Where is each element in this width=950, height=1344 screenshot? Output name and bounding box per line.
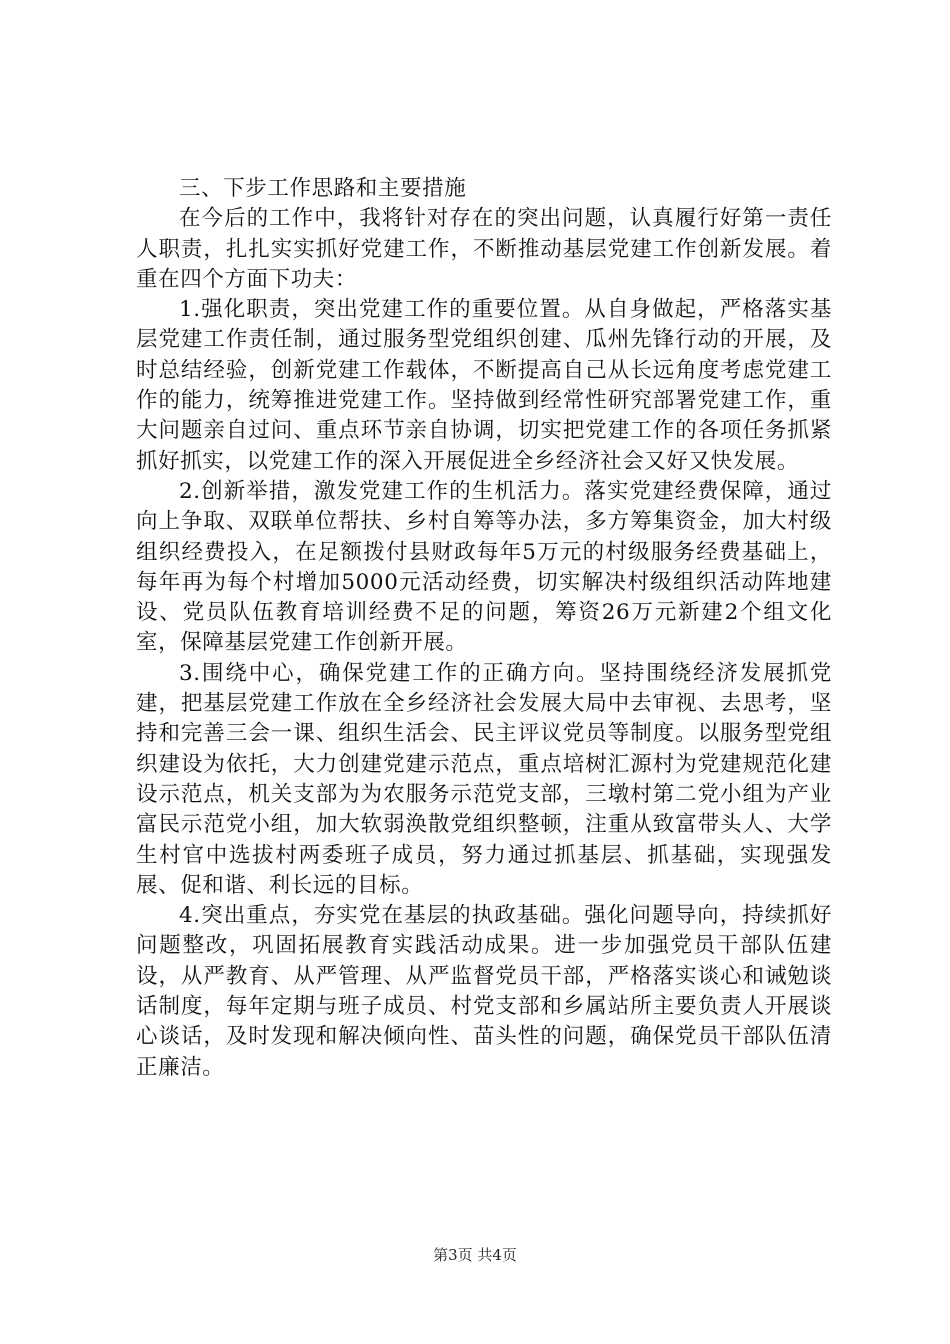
document-body (136, 174, 832, 1083)
intro-paragraph: 在今后的工作中，我将针对存在的突出问题，认真履行好第一责任人职责，扎扎实实抓好党建工作，不断推动基层党建工作创新发展。着重在四个方面下功夫： (136, 206, 832, 292)
section-heading: 三、下步工作思路和主要措施 (179, 176, 467, 201)
page-number-footer: 第3页 共4页 (433, 1246, 517, 1264)
measure-paragraph-4: 4.突出重点，夯实党在基层的执政基础。强化问题导向，持续抓好问题整改，巩固拓展教育实践活动成果。进一步加强党员干部队伍建设，从严教育、从严管理、从严监督党员干部，严格落实谈心和诫勉谈话制度，每年定期与班子成员、村党支部和乡属站所主要负责人开展谈心谈话，及时发现和解决倾向性、苗头性的问题，确保党员干部队伍清正廉洁。 (136, 903, 832, 1080)
measure-paragraph-2: 2.创新举措，激发党建工作的生机活力。落实党建经费保障，通过向上争取、双联单位帮扶、乡村自筹等办法，多方筹集资金，加大村级组织经费投入，在足额拨付县财政每年5万元的村级服务经费基础上，每年再为每个村增加5000元活动经费，切实解决村级组织活动阵地建设、党员队伍教育培训经费不足的问题，筹资26万元新建2个组文化室，保障基层党建工作创新开展。 (136, 478, 832, 656)
measure-paragraph-3: 3.围绕中心，确保党建工作的正确方向。坚持围绕经济发展抓党建，把基层党建工作放在全乡经济社会发展大局中去审视、去思考，坚持和完善三会一课、组织生活会、民主评议党员等制度。以服务型党组织建设为依托，大力创建党建示范点，重点培树汇源村为党建规范化建设示范点，机关支部为为农服务示范党支部，三墩村第二党小组为产业富民示范党小组，加大软弱涣散党组织整顿，注重从致富带头人、大学生村官中选拔村两委班子成员，努力通过抓基层、抓基础，实现强发展、促和谐、利长远的目标。 (136, 660, 832, 898)
measure-paragraph-1: 1.强化职责，突出党建工作的重要位置。从自身做起，严格落实基层党建工作责任制，通过服务型党组织创建、瓜州先锋行动的开展，及时总结经验，创新党建工作载体，不断提高自己从长远角度考虑党建工作的能力，统筹推进党建工作。坚持做到经常性研究部署党建工作，重大问题亲自过问、重点环节亲自协调，切实把党建工作的各项任务抓紧抓好抓实，以党建工作的深入开展促进全乡经济社会又好又快发展。 (136, 297, 832, 474)
